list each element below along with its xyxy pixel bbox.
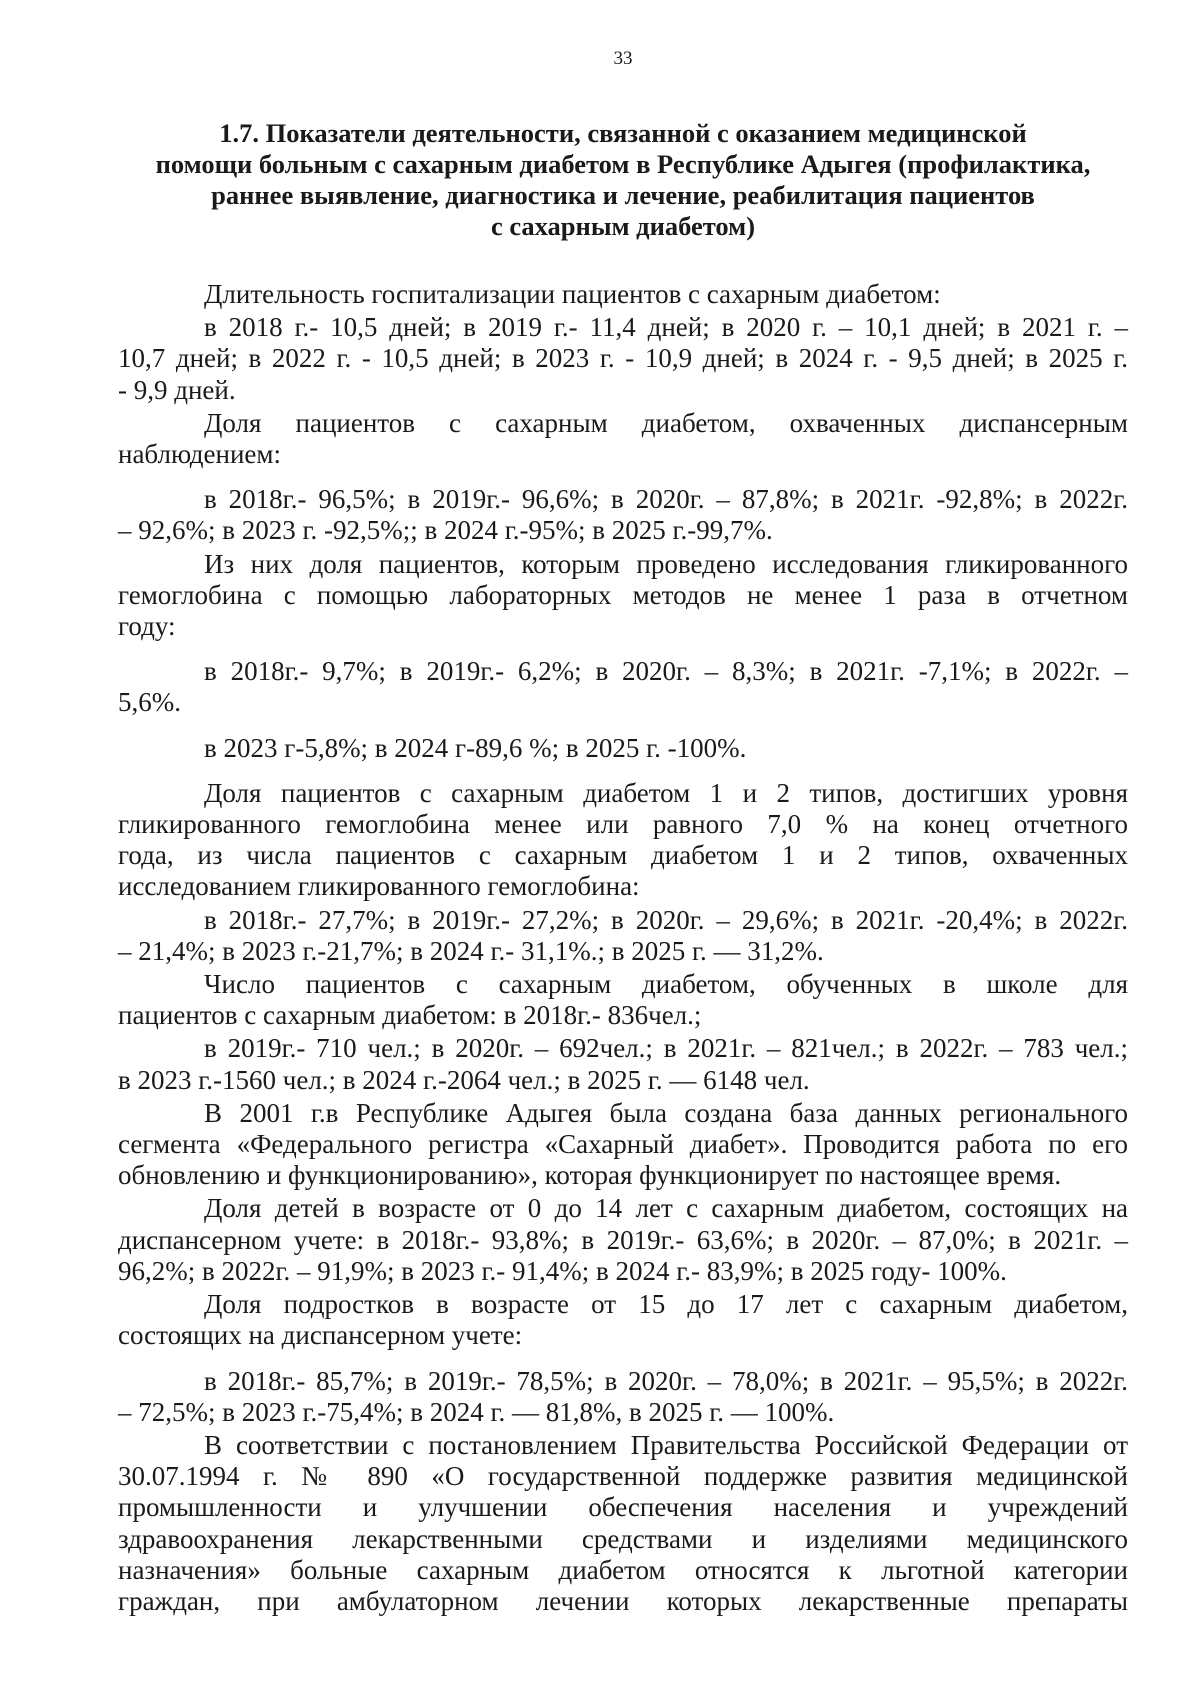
text-line: в 2018г.- 85,7%; в 2019г.- 78,5%; в 2020г. – 78,0%; в 2021г. – 95,5%; в 2022г.	[204, 1365, 1128, 1396]
paragraph	[118, 1289, 1128, 1351]
paragraph	[118, 969, 1128, 1031]
text-line: назначения» больные сахарным диабетом относятся к льготной категории	[118, 1554, 1128, 1585]
text-line: диспансерном учете: в 2018г.- 93,8%; в 2019г.- 63,6%; в 2020г. – 87,0%; в 2021г. –	[118, 1224, 1128, 1255]
text-line: в 2019г.- 710 чел.; в 2020г. – 692чел.; в 2021г. – 821чел.; в 2022г. – 783 чел.;	[204, 1033, 1128, 1064]
text-line: года, из числа пациентов с сахарным диабетом 1 и 2 типов, охваченных	[118, 840, 1128, 871]
text-line: исследованием гликированного гемоглобина:	[118, 871, 640, 902]
paragraph	[118, 778, 1128, 903]
text-line: сегмента «Федерального регистра «Сахарный диабет». Проводится работа по его	[118, 1129, 1128, 1160]
paragraph	[118, 484, 1128, 546]
heading-line: с сахарным диабетом)	[490, 211, 756, 241]
heading-line: 1.7. Показатели деятельности, связанной с оказанием медицинской	[219, 118, 1027, 148]
document-page	[118, 0, 1128, 1697]
text-line: 30.07.1994 г. № 890 «О государственной поддержке развития медицинской	[118, 1461, 1128, 1492]
paragraph	[118, 1098, 1128, 1192]
text-line: гемоглобина с помощью лабораторных методов не менее 1 раза в отчетном	[118, 579, 1128, 610]
text-line: здравоохранения лекарственными средствами и изделиями медицинского	[118, 1523, 1128, 1554]
text-line: Доля подростков в возрасте от 15 до 17 лет с сахарным диабетом,	[204, 1289, 1128, 1320]
paragraph	[118, 408, 1128, 470]
paragraph-gap	[118, 719, 1128, 733]
paragraph-gap	[118, 470, 1128, 484]
paragraph	[118, 312, 1128, 406]
text-line: 10,7 дней; в 2022 г. - 10,5 дней; в 2023 г. - 10,9 дней; в 2024 г. - 9,5 дней; в 2025 г.	[118, 343, 1128, 374]
text-line: Доля пациентов с сахарным диабетом, охваченных диспансерным	[204, 407, 1128, 438]
paragraph-gap	[118, 642, 1128, 656]
text-line: граждан, при амбулаторном лечении которых лекарственные препараты	[118, 1585, 1128, 1616]
paragraph	[118, 549, 1128, 643]
heading-line: раннее выявление, диагностика и лечение, реабилитация пациентов	[211, 180, 1035, 210]
text-line: в 2018 г.- 10,5 дней; в 2019 г.- 11,4 дней; в 2020 г. – 10,1 дней; в 2021 г. –	[204, 312, 1128, 343]
text-line: Число пациентов с сахарным диабетом, обученных в школе для	[204, 969, 1128, 1000]
text-line: – 92,6%; в 2023 г. -92,5%;; в 2024 г.-95%; в 2025 г.-99,7%.	[118, 515, 773, 546]
paragraph	[118, 656, 1128, 718]
text-line: 96,2%; в 2022г. – 91,9%; в 2023 г.- 91,4%; в 2024 г.- 83,9%; в 2025 году- 100%.	[118, 1255, 1007, 1286]
paragraph	[118, 1430, 1128, 1617]
text-line: в 2018г.- 96,5%; в 2019г.- 96,6%; в 2020г. – 87,8%; в 2021г. -92,8%; в 2022г.	[204, 484, 1128, 515]
text-line: пациентов с сахарным диабетом: в 2018г.- 836чел.;	[118, 1000, 702, 1031]
text-line: Длительность госпитализации пациентов с сахарным диабетом:	[204, 279, 941, 309]
page-number: 33	[613, 48, 633, 69]
text-line: в 2023 г.-1560 чел.; в 2024 г.-2064 чел.; в 2025 г. — 6148 чел.	[118, 1064, 810, 1095]
paragraph	[118, 279, 1128, 310]
paragraph	[118, 1193, 1128, 1287]
text-line: – 21,4%; в 2023 г.-21,7%; в 2024 г.- 31,1%.; в 2025 г. — 31,2%.	[118, 935, 824, 966]
text-line: обновлению и функционированию», которая функционирует по настоящее время.	[118, 1160, 1062, 1191]
paragraph	[118, 905, 1128, 967]
paragraph-gap	[118, 1352, 1128, 1366]
section-heading	[118, 118, 1128, 242]
text-line: - 9,9 дней.	[118, 374, 236, 405]
text-line: 5,6%.	[118, 687, 181, 718]
text-line: в 2018г.- 27,7%; в 2019г.- 27,2%; в 2020г. – 29,6%; в 2021г. -20,4%; в 2022г.	[204, 904, 1128, 935]
paragraph	[118, 1366, 1128, 1428]
text-line: году:	[118, 611, 176, 642]
text-line: гликированного гемоглобина менее или равного 7,0 % на конец отчетного	[118, 809, 1128, 840]
text-line: Из них доля пациентов, которым проведено исследования гликированного	[204, 548, 1128, 579]
text-line: промышленности и улучшении обеспечения населения и учреждений	[118, 1492, 1128, 1523]
text-line: – 72,5%; в 2023 г.-75,4%; в 2024 г. — 81,8%, в 2025 г. — 100%.	[118, 1396, 835, 1427]
text-line: В 2001 г.в Республике Адыгея была создана база данных регионального	[204, 1097, 1128, 1128]
text-line: Доля детей в возрасте от 0 до 14 лет с сахарным диабетом, состоящих на	[204, 1193, 1128, 1224]
paragraph	[118, 1033, 1128, 1095]
text-line: Доля пациентов с сахарным диабетом 1 и 2 типов, достигших уровня	[204, 777, 1128, 808]
text-line: в 2018г.- 9,7%; в 2019г.- 6,2%; в 2020г. – 8,3%; в 2021г. -7,1%; в 2022г. –	[204, 656, 1128, 687]
paragraph	[118, 733, 1128, 764]
text-line: состоящих на диспансерном учете:	[118, 1320, 523, 1351]
paragraph-gap	[118, 764, 1128, 778]
text-line: В соответствии с постановлением Правительства Российской Федерации от	[204, 1429, 1128, 1460]
heading-line: помощи больным с сахарным диабетом в Республике Адыгея (профилактика,	[155, 149, 1091, 179]
document-body	[118, 279, 1128, 1617]
text-line: наблюдением:	[118, 439, 281, 470]
text-line: в 2023 г-5,8%; в 2024 г-89,6 %; в 2025 г. -100%.	[204, 732, 747, 763]
